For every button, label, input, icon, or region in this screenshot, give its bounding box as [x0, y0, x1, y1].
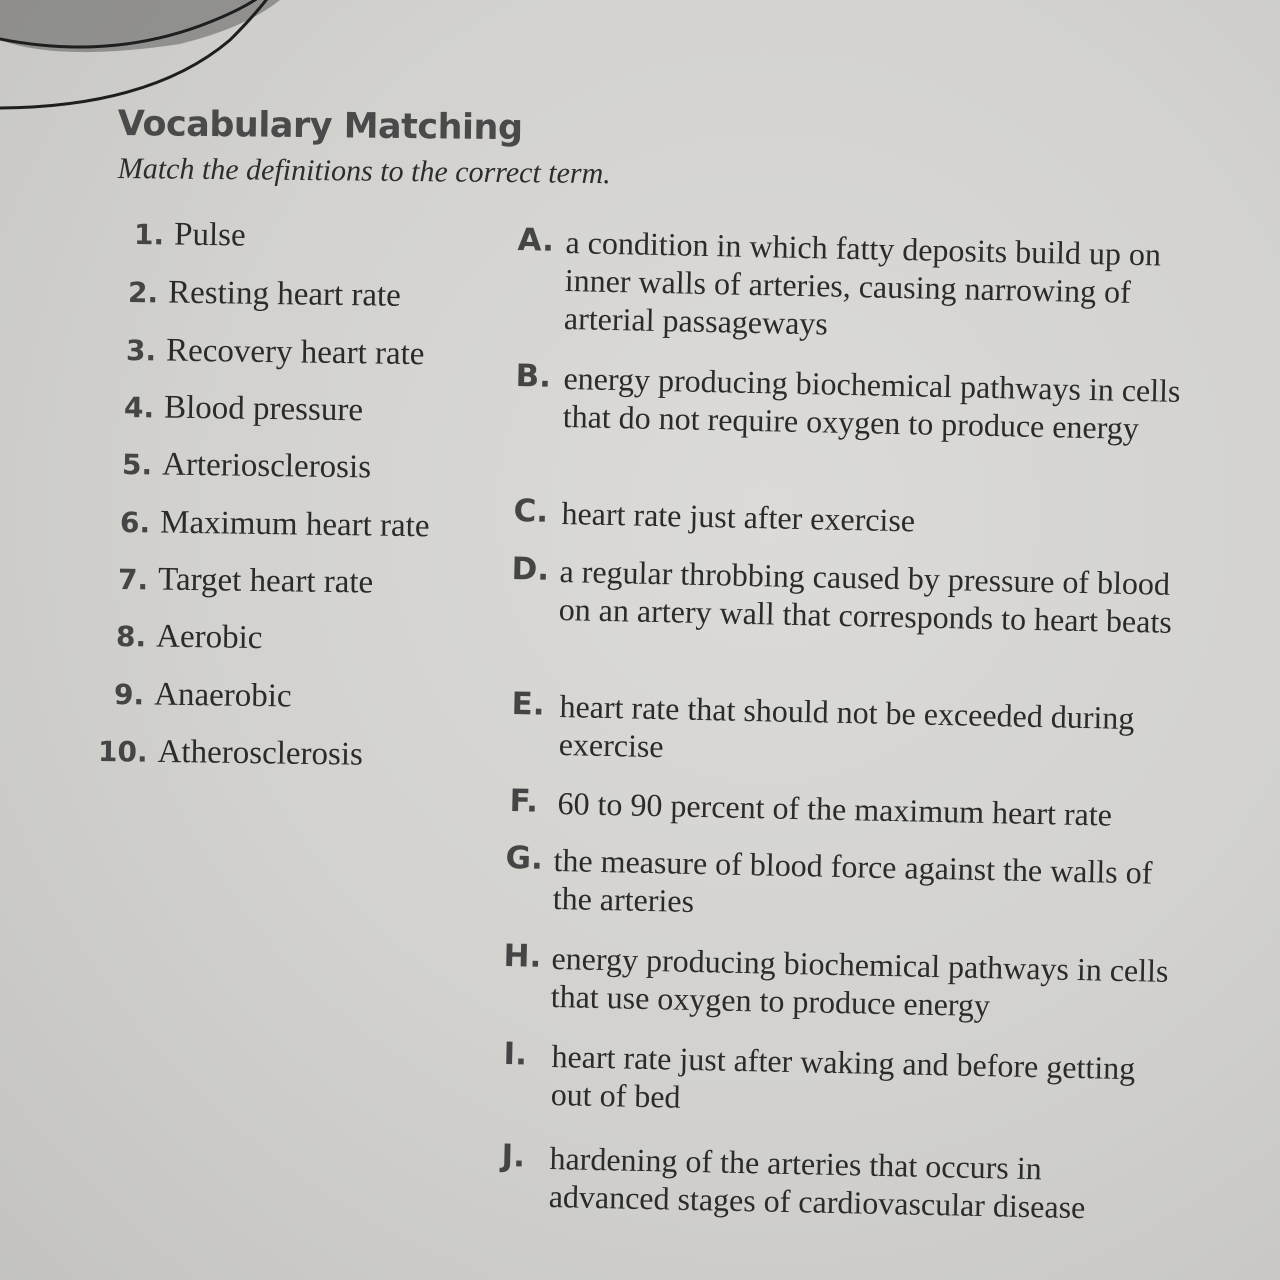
term-number: 2.	[127, 276, 159, 310]
term-label: Blood pressure	[163, 389, 364, 429]
term-item	[126, 332, 425, 373]
term-item	[116, 618, 263, 657]
definition-letter: H.	[503, 938, 542, 975]
definition-item	[503, 938, 1169, 1024]
definition-letter: E.	[511, 686, 545, 723]
definition-text: a regular throbbing caused by pressure of blood on an artery wall that corresponds to heart beats	[558, 553, 1173, 640]
definition-letter: J.	[501, 1138, 526, 1175]
definition-letter: F.	[509, 783, 539, 820]
definition-text: the measure of blood force against the walls of the arteries	[552, 842, 1153, 919]
term-label: Anaerobic	[153, 676, 292, 715]
term-number: 8.	[115, 620, 147, 654]
term-number: 10.	[97, 735, 148, 769]
definition-item	[511, 686, 1172, 765]
definition-text: energy producing biochemical pathways in cells that do not require oxygen to produce energy	[562, 360, 1181, 447]
term-number: 3.	[125, 334, 157, 368]
definition-item	[509, 783, 1170, 833]
term-number: 5.	[121, 448, 153, 482]
term-label: Aerobic	[155, 618, 263, 657]
term-number: 4.	[123, 391, 155, 425]
term-item	[124, 389, 364, 429]
term-label: Resting heart rate	[167, 274, 402, 314]
definition-letter: I.	[503, 1036, 528, 1073]
definition-item	[503, 1036, 1164, 1115]
definition-letter: G.	[505, 840, 544, 877]
term-item	[122, 446, 372, 486]
instructions-text: Match the definitions to the correct term.	[117, 152, 611, 191]
term-item	[128, 274, 401, 315]
page-title: Vocabulary Matching	[117, 104, 523, 149]
term-item	[98, 733, 363, 774]
term-label: Recovery heart rate	[165, 332, 425, 373]
term-label: Target heart rate	[157, 561, 374, 601]
definition-text: heart rate just after exercise	[561, 495, 916, 539]
term-label: Atherosclerosis	[157, 733, 364, 773]
term-item	[114, 676, 292, 715]
term-label: Maximum heart rate	[159, 504, 430, 545]
term-item	[118, 561, 374, 602]
term-label: Arteriosclerosis	[161, 446, 372, 486]
definition-item	[513, 493, 1174, 539]
definition-text: energy producing biochemical pathways in cells that use oxygen to produce energy	[550, 940, 1169, 1024]
definition-letter: D.	[511, 551, 550, 588]
definition-text: 60 to 90 percent of the maximum heart rate	[557, 785, 1113, 833]
definition-text: hardening of the arteries that occurs in advanced stages of cardiovascular disease	[548, 1140, 1086, 1226]
definition-text: a condition in which fatty deposits build up on inner walls of arteries, causing narrowing of arterial passageways	[563, 224, 1162, 342]
term-item	[134, 216, 246, 255]
definition-letter: B.	[515, 358, 552, 395]
term-label: Pulse	[173, 216, 246, 254]
definition-text: heart rate just after waking and before getting out of bed	[550, 1038, 1136, 1115]
definition-letter: A.	[517, 222, 555, 259]
definition-item	[515, 358, 1181, 447]
definition-item	[517, 222, 1178, 342]
definition-item	[511, 551, 1173, 640]
definition-item	[501, 1138, 1162, 1226]
term-item	[120, 504, 430, 545]
term-number: 7.	[117, 563, 149, 597]
definition-text: heart rate that should not be exceeded during exercise	[558, 688, 1135, 765]
term-number: 1.	[133, 218, 165, 252]
definition-letter: C.	[513, 493, 549, 530]
term-number: 6.	[119, 506, 151, 540]
term-number: 9.	[113, 678, 145, 712]
definition-item	[505, 840, 1166, 919]
